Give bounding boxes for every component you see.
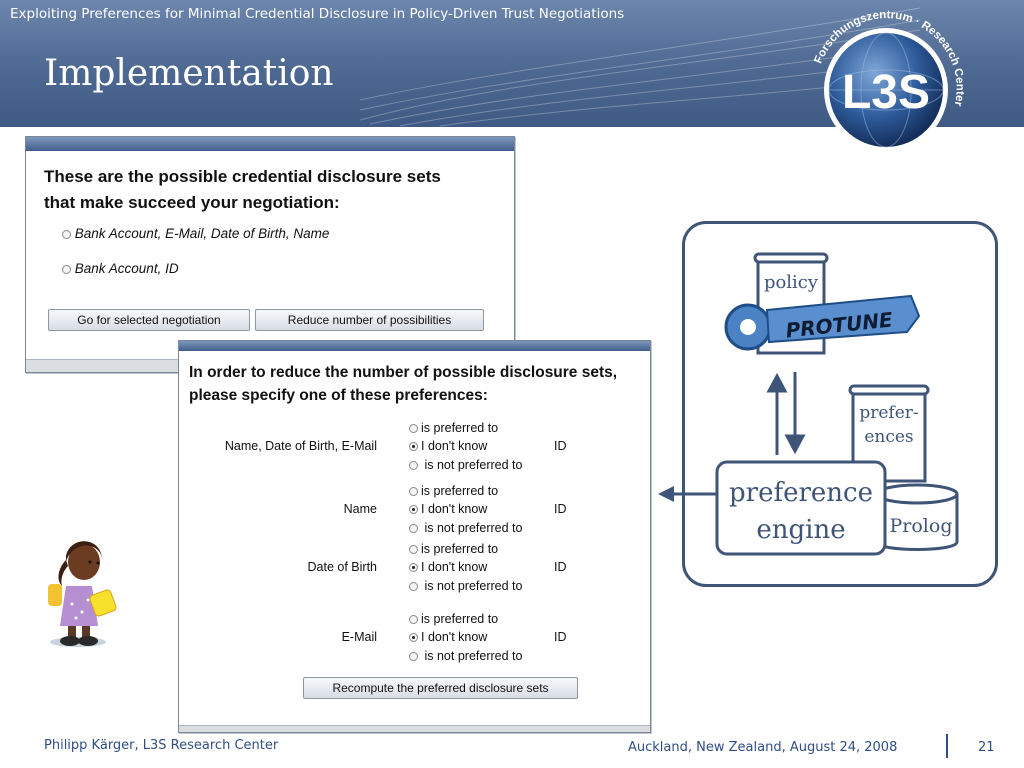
preference-row-id: ID [554,560,567,574]
radio-button[interactable] [409,461,418,470]
radio-button[interactable] [409,615,418,624]
preference-row-label: Name, Date of Birth, E-Mail [224,439,377,453]
window-heading [189,361,617,407]
choice-label: is preferred to [421,542,499,556]
slide-title: Implementation [44,53,334,94]
choice-not-preferred[interactable] [409,649,522,663]
footer-author: Philipp Kärger, L3S Research Center [44,738,279,753]
choice-label: is preferred to [421,421,499,435]
prolog-database-icon [877,485,957,550]
window-titlebar [26,137,514,151]
heading-line-2: please specify one of these preferences: [189,387,488,404]
preference-row-id: ID [554,630,567,644]
radio-button[interactable] [62,265,71,274]
radio-button[interactable] [409,524,418,533]
heading-line-2: that make succeed your negotiation: [44,193,340,212]
choice-dont-know[interactable] [409,630,487,644]
choice-label: I don't know [421,560,488,574]
choice-label: is preferred to [421,612,499,626]
prolog-label: Prolog [889,515,953,537]
disclosure-option-2[interactable] [62,261,179,276]
diagram-graphics [685,224,995,584]
choice-preferred[interactable] [409,421,498,435]
preference-row-label: Date of Birth [307,560,377,574]
radio-button[interactable] [409,652,418,661]
choice-dont-know[interactable] [409,560,487,574]
footer-separator [946,734,948,758]
girl-illustration [30,534,120,649]
radio-button[interactable] [409,505,418,514]
window-heading [44,164,441,216]
preference-row-id: ID [554,502,567,516]
radio-button[interactable] [409,545,418,554]
preferences-label-line-2: ences [864,427,914,447]
architecture-diagram [682,221,998,587]
choice-label: I don't know [421,630,488,644]
choice-label: is not preferred to [424,649,523,663]
choice-label: I don't know [421,502,488,516]
option-label: Bank Account, ID [74,261,179,276]
preferences-window [178,340,651,733]
radio-button[interactable] [409,633,418,642]
preference-row-id: ID [554,439,567,453]
choice-preferred[interactable] [409,612,498,626]
heading-line-1: In order to reduce the number of possible disclosure sets, [189,364,618,381]
radio-button[interactable] [409,582,418,591]
engine-label-line-1: preference [729,478,873,508]
bidirectional-arrows [769,372,803,455]
disclosure-sets-window [25,136,515,373]
window-titlebar [179,341,650,351]
heading-line-1: These are the possible credential disclosure sets [44,167,441,186]
choice-not-preferred[interactable] [409,458,522,472]
choice-label: is preferred to [421,484,499,498]
disclosure-option-1[interactable] [62,226,329,241]
choice-not-preferred[interactable] [409,521,522,535]
choice-preferred[interactable] [409,484,498,498]
window-bottom-bar [179,725,650,732]
preference-engine-box [717,462,885,554]
svg-text:Forschungszentrum · Research C: Forschungszentrum · Research Center [812,9,966,108]
radio-button[interactable] [409,442,418,451]
choice-label: is not preferred to [424,579,523,593]
l3s-logo [798,0,1024,160]
preference-row-label: Name [343,502,377,516]
choice-preferred[interactable] [409,542,498,556]
reduce-possibilities-button[interactable]: Reduce number of possibilities [255,309,484,331]
go-for-selected-negotiation-button[interactable]: Go for selected negotiation [48,309,250,331]
radio-button[interactable] [409,563,418,572]
choice-dont-know[interactable] [409,439,487,453]
preference-row-label: E-Mail [341,630,377,644]
radio-button[interactable] [62,230,71,239]
svg-text:L3S: L3S [841,66,931,119]
choice-label: is not preferred to [424,458,523,472]
recompute-button[interactable]: Recompute the preferred disclosure sets [303,677,578,699]
presentation-title: Exploiting Preferences for Minimal Credential Disclosure in Policy-Driven Trust Negotiations [10,6,625,22]
choice-not-preferred[interactable] [409,579,522,593]
engine-label-line-2: engine [756,515,846,545]
page-number: 21 [978,740,995,755]
protune-label: PROTUNE [784,307,894,343]
radio-button[interactable] [409,487,418,496]
choice-label: I don't know [421,439,488,453]
option-label: Bank Account, E-Mail, Date of Birth, Name [74,226,330,241]
engine-to-ui-arrow [656,484,718,504]
footer-location-date: Auckland, New Zealand, August 24, 2008 [628,740,898,755]
choice-dont-know[interactable] [409,502,487,516]
radio-button[interactable] [409,424,418,433]
preferences-label-line-1: prefer- [859,403,919,423]
policy-label: policy [763,272,819,293]
choice-label: is not preferred to [424,521,523,535]
